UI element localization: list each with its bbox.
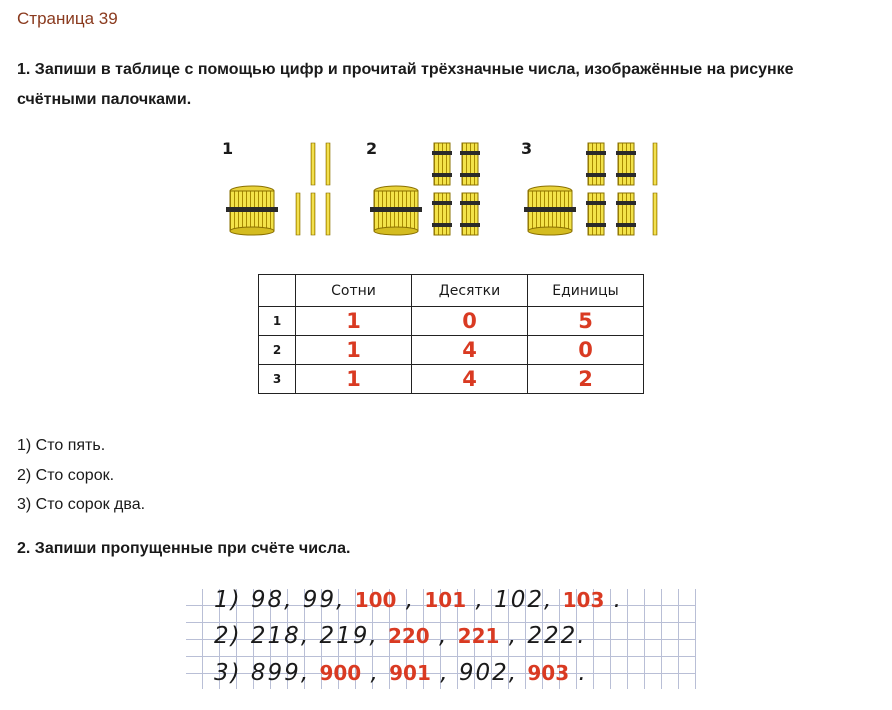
missing-number: 903	[527, 661, 570, 685]
units-answer: 2	[528, 365, 644, 394]
given-number: 902,	[458, 660, 519, 686]
row-label: 2	[259, 336, 296, 365]
missing-number: 900	[319, 661, 362, 685]
units-answer: 5	[528, 307, 644, 336]
missing-number: 103	[562, 588, 605, 612]
tens-answer: 4	[412, 336, 528, 365]
hundreds-answer: 1	[296, 365, 412, 394]
table-header-blank	[259, 275, 296, 307]
place-value-table	[258, 274, 644, 394]
reading-1: 1) Сто пять.	[17, 437, 106, 454]
separator: ,	[439, 623, 449, 649]
table-header-hundreds: Сотни	[296, 275, 412, 307]
task-1-heading: 1. Запиши в таблице с помощью цифр и прочитай трёхзначные числа, изображённые на рисунке счётными палочками.	[17, 61, 794, 108]
hundreds-answer: 1	[296, 307, 412, 336]
sequence-row-3	[214, 660, 588, 686]
table-header-units: Единицы	[528, 275, 644, 307]
end-mark: .	[578, 660, 588, 686]
table-row	[259, 365, 644, 394]
row-label: 1	[259, 307, 296, 336]
sticks-drawing	[218, 135, 678, 245]
notebook-grid	[186, 589, 696, 689]
missing-number: 101	[424, 588, 467, 612]
tens-answer: 0	[412, 307, 528, 336]
separator: ,	[508, 623, 519, 649]
figure-label-2: 2	[366, 139, 378, 158]
separator: ,	[475, 587, 485, 613]
table-row	[259, 336, 644, 365]
units-answer: 0	[528, 336, 644, 365]
sequence-prefix: 2) 218, 219,	[214, 623, 379, 649]
figure-label-1: 1	[222, 139, 234, 158]
given-number: 222.	[527, 623, 587, 649]
task-2-heading: 2. Запиши пропущенные при счёте числа.	[17, 540, 351, 557]
missing-number: 220	[387, 624, 430, 648]
separator: ,	[370, 660, 380, 686]
sequence-prefix: 3) 899,	[214, 660, 311, 686]
missing-number: 100	[354, 588, 397, 612]
figure-label-3: 3	[521, 139, 533, 158]
given-number: 102,	[494, 587, 554, 613]
tens-answer: 4	[412, 365, 528, 394]
hundreds-answer: 1	[296, 336, 412, 365]
missing-number: 221	[457, 624, 500, 648]
reading-2: 2) Сто сорок.	[17, 466, 115, 484]
row-label: 3	[259, 365, 296, 394]
reading-3: 3) Сто сорок два.	[17, 496, 146, 513]
sequence-row-1	[214, 587, 623, 613]
separator: ,	[440, 660, 450, 686]
page-title: Страница 39	[17, 9, 118, 28]
end-mark: .	[613, 587, 623, 613]
missing-number: 901	[389, 661, 431, 685]
table-row	[259, 307, 644, 336]
table-header-tens: Десятки	[412, 275, 528, 307]
sequence-row-2	[214, 623, 587, 649]
sequence-prefix: 1) 98, 99,	[214, 587, 346, 613]
number-readings	[17, 431, 145, 520]
separator: ,	[405, 587, 416, 613]
